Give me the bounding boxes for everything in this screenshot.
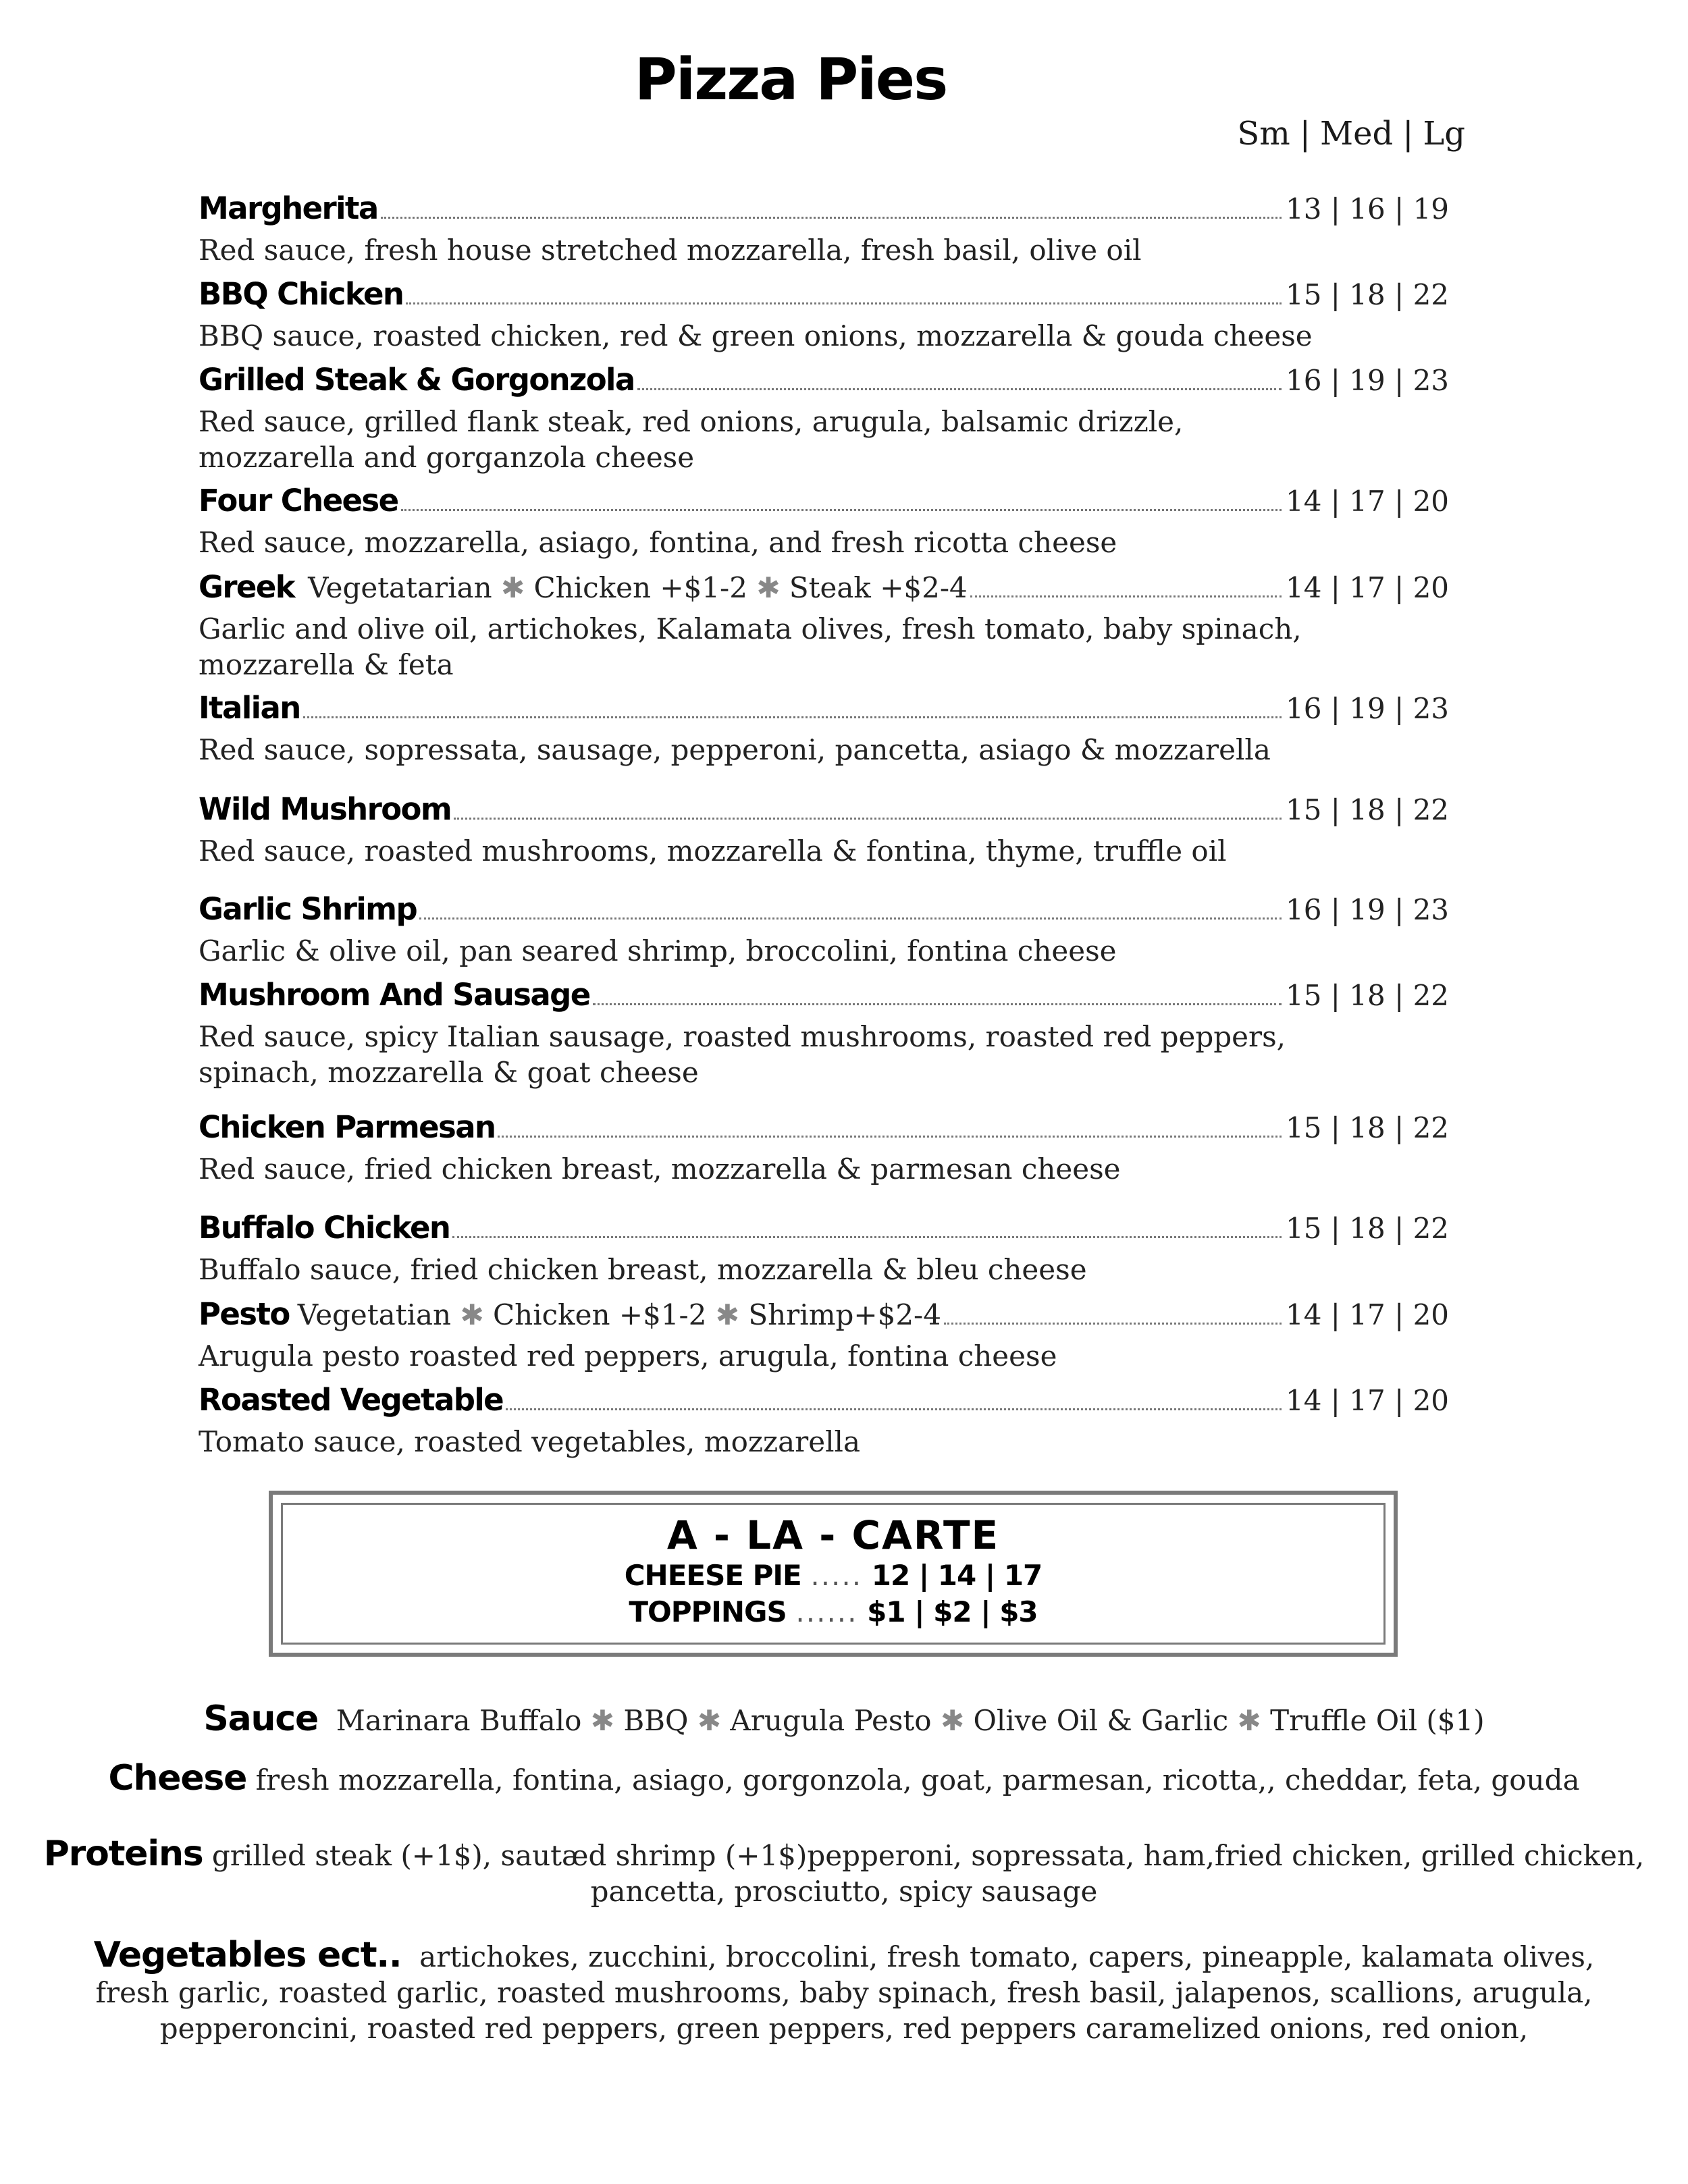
item-description: Red sauce, sopressata, sausage, pepperoni, pancetta, asiago & mozzarella <box>199 733 1271 766</box>
option-steak: Steak +$2-4 <box>789 571 968 604</box>
item-name: Buffalo Chicken <box>199 1210 450 1246</box>
menu-item <box>199 190 1450 268</box>
size-large-label: Lg <box>1423 115 1465 153</box>
sauce-option: Truffle Oil ($1) <box>1270 1704 1485 1737</box>
asterisk-icon: ✱ <box>715 1298 739 1331</box>
item-name: Grilled Steak & Gorgonzola <box>199 362 635 398</box>
item-price: 15 | 18 | 22 <box>1286 1111 1450 1144</box>
sauce-option: Arugula Pesto <box>730 1704 932 1737</box>
size-medium-label: Med <box>1319 115 1394 153</box>
menu-item <box>199 1382 1450 1460</box>
item-description: Red sauce, mozzarella, asiago, fontina, and fresh ricotta cheese <box>199 526 1117 559</box>
item-name: Margherita <box>199 190 378 226</box>
item-price: 16 | 19 | 23 <box>1286 364 1450 397</box>
item-price: 15 | 18 | 22 <box>1286 793 1450 826</box>
proteins-block <box>0 1836 1688 1909</box>
menu-item <box>199 1109 1450 1187</box>
option-chicken: Chicken +$1-2 <box>493 1298 707 1331</box>
item-price: 15 | 18 | 22 <box>1286 979 1450 1012</box>
item-name: Italian <box>199 690 300 726</box>
item-description: Red sauce, roasted mushrooms, mozzarella & fontina, thyme, truffle oil <box>199 834 1227 868</box>
item-description: Red sauce, fresh house stretched mozzarella, fresh basil, olive oil <box>199 234 1142 267</box>
cheese-options: fresh mozzarella, fontina, asiago, gorgonzola, goat, parmesan, ricotta,, cheddar, feta, gouda <box>255 1763 1580 1796</box>
item-name: Greek <box>199 569 295 605</box>
sauce-option: BBQ <box>623 1704 689 1737</box>
item-name: Chicken Parmesan <box>199 1109 496 1145</box>
menu-item <box>199 483 1450 560</box>
item-name: Roasted Vegetable <box>199 1382 504 1418</box>
item-description: Red sauce, spicy Italian sausage, roasted mushrooms, roasted red peppers, spinach, mozzarella & goat cheese <box>199 1020 1286 1089</box>
toppings-row: TOPPINGS ...... $1 | $2 | $3 <box>629 1595 1038 1628</box>
menu-title: Pizza Pies <box>634 46 947 113</box>
asterisk-icon: ✱ <box>460 1298 484 1331</box>
toppings-label: TOPPINGS <box>629 1595 787 1628</box>
asterisk-icon: ✱ <box>590 1704 614 1737</box>
option-shrimp: Shrimp+$2-4 <box>748 1298 941 1331</box>
item-description: Red sauce, fried chicken breast, mozzarella & parmesan cheese <box>199 1152 1121 1186</box>
sauce-option: Marinara Buffalo <box>336 1704 582 1737</box>
menu-item <box>199 362 1450 475</box>
item-name: Wild Mushroom <box>199 791 452 827</box>
item-description: Red sauce, grilled flank steak, red onions, arugula, balsamic drizzle, mozzarella and gorganzola cheese <box>199 405 1184 474</box>
item-price: 14 | 17 | 20 <box>1286 571 1450 604</box>
menu-item <box>199 1210 1450 1287</box>
item-price: 16 | 19 | 23 <box>1286 692 1450 725</box>
sauce-line <box>0 1701 1688 1738</box>
cheese-line <box>0 1758 1688 1799</box>
proteins-label: Proteins <box>43 1834 203 1874</box>
menu-item <box>199 791 1450 869</box>
menu-item <box>199 977 1450 1090</box>
item-name: BBQ Chicken <box>199 276 404 312</box>
vegetables-label: Vegetables ect.. <box>93 1935 402 1975</box>
cheese-label: Cheese <box>108 1758 247 1799</box>
item-price: 14 | 17 | 20 <box>1286 1384 1450 1417</box>
asterisk-icon: ✱ <box>500 571 525 604</box>
option-vegetarian: Vegetatian <box>297 1298 452 1331</box>
item-price: 14 | 17 | 20 <box>1286 485 1450 518</box>
a-la-carte-box <box>269 1491 1398 1657</box>
item-name: Garlic Shrimp <box>199 891 417 927</box>
cheese-pie-row: CHEESE PIE ..... 12 | 14 | 17 <box>624 1559 1043 1592</box>
vegetables-block <box>0 1935 1688 2046</box>
menu-item <box>199 276 1450 354</box>
proteins-options: grilled steak (+1$), sautæd shrimp (+1$)pepperoni, sopressata, ham,fried chicken, grilled chicken, <box>211 1839 1645 1872</box>
menu-item <box>199 1296 1450 1374</box>
proteins-options-cont: pancetta, prosciutto, spicy sausage <box>590 1875 1098 1908</box>
asterisk-icon: ✱ <box>697 1704 722 1737</box>
a-la-carte-title: A - LA - CARTE <box>666 1512 1000 1558</box>
item-options <box>298 1298 941 1331</box>
item-description: Buffalo sauce, fried chicken breast, mozzarella & bleu cheese <box>199 1253 1087 1286</box>
sauce-option: Olive Oil & Garlic <box>973 1704 1229 1737</box>
sauce-label: Sauce <box>203 1699 319 1739</box>
item-price: 15 | 18 | 22 <box>1286 1212 1450 1245</box>
item-description: BBQ sauce, roasted chicken, red & green onions, mozzarella & gouda cheese <box>199 319 1313 352</box>
cheese-pie-label: CHEESE PIE <box>624 1559 801 1592</box>
item-price: 14 | 17 | 20 <box>1286 1298 1450 1331</box>
size-small-label: Sm <box>1237 115 1290 153</box>
vegetables-options-cont: fresh garlic, roasted garlic, roasted mushrooms, baby spinach, fresh basil, jalapenos, scallions, arugula, <box>95 1976 1593 2009</box>
cheese-pie-price: 12 | 14 | 17 <box>871 1559 1043 1592</box>
item-description: Garlic and olive oil, artichokes, Kalamata olives, fresh tomato, baby spinach, mozzarella & feta <box>199 612 1302 681</box>
item-price: 16 | 19 | 23 <box>1286 893 1450 926</box>
vegetables-options: artichokes, zucchini, broccolini, fresh tomato, capers, pineapple, kalamata olives, <box>419 1940 1595 1973</box>
item-name: Pesto <box>199 1296 290 1332</box>
menu-item <box>199 891 1450 969</box>
item-price: 15 | 18 | 22 <box>1286 278 1450 311</box>
asterisk-icon: ✱ <box>940 1704 965 1737</box>
asterisk-icon: ✱ <box>756 571 781 604</box>
vegetables-options-cont: pepperoncini, roasted red peppers, green peppers, red peppers caramelized onions, red onion, <box>159 2012 1529 2045</box>
item-name: Mushroom And Sausage <box>199 977 590 1013</box>
menu-item <box>199 569 1450 683</box>
toppings-price: $1 | $2 | $3 <box>867 1595 1038 1628</box>
item-description: Tomato sauce, roasted vegetables, mozzarella <box>199 1425 860 1458</box>
menu-item <box>199 690 1450 768</box>
option-vegetarian: Vegetatarian <box>308 571 492 604</box>
item-description: Arugula pesto roasted red peppers, arugula, fontina cheese <box>199 1339 1057 1373</box>
option-chicken: Chicken +$1-2 <box>533 571 747 604</box>
item-name: Four Cheese <box>199 483 398 518</box>
item-description: Garlic & olive oil, pan seared shrimp, broccolini, fontina cheese <box>199 934 1117 967</box>
item-options <box>308 571 968 604</box>
size-header: Sm | Med | Lg <box>1237 115 1465 153</box>
asterisk-icon: ✱ <box>1237 1704 1261 1737</box>
item-price: 13 | 16 | 19 <box>1286 192 1450 225</box>
